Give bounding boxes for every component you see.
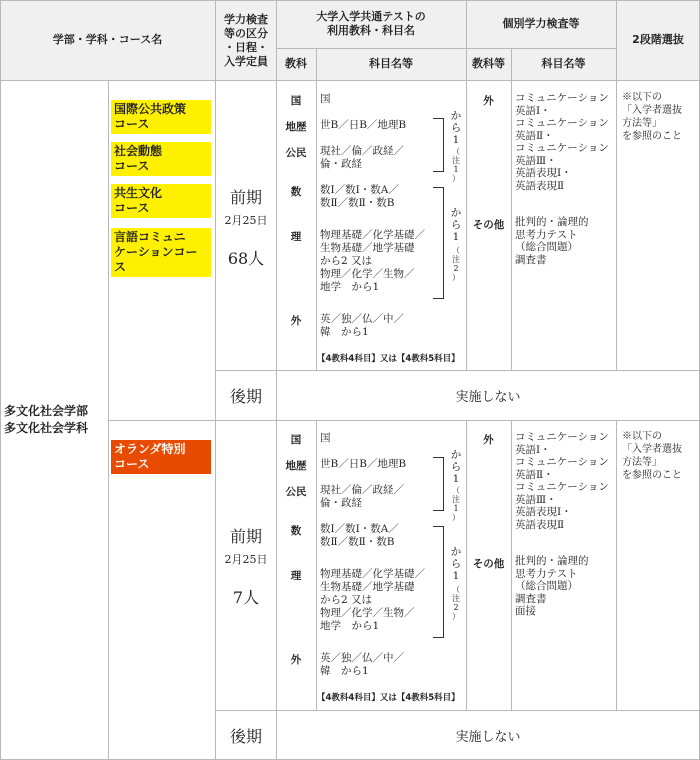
bracket-note: 注: [452, 594, 460, 603]
course-name-line: ケーションコース: [114, 245, 198, 274]
not-conducted: 実施しない: [455, 730, 521, 745]
header-common-test: 利用教科・科目名: [327, 24, 415, 37]
header-faculty: 学部・学科・コース名: [52, 33, 163, 46]
exam-term-zenki: 前期: [229, 527, 262, 546]
two-stage-note: 「入学者選抜: [622, 444, 682, 455]
grid-line: [215, 0, 216, 760]
common-subject-label: 数: [290, 186, 302, 198]
grid-line: [0, 0, 700, 1]
common-subject-text: 数Ⅱ／数Ⅱ・数B: [320, 536, 395, 548]
bracket-label: か: [450, 110, 462, 122]
course-name: [111, 440, 211, 474]
course-name-line: 国際公共政策: [114, 102, 187, 116]
common-subject-text: 数Ⅱ／数Ⅱ・数B: [320, 197, 395, 209]
course-name-line: コース: [114, 117, 150, 131]
course-name-line: 言語コミュニ: [114, 230, 186, 244]
individual-foreign-text: コミュニケーション: [515, 481, 609, 493]
common-subject-label: 数: [290, 525, 302, 537]
common-subject-text: 地学 から1: [320, 620, 380, 632]
common-total: 【4教科4科目】又は【4教科5科目】: [317, 354, 460, 364]
exam-term-zenki: 前期: [229, 188, 262, 207]
common-subject-label: 公民: [285, 147, 307, 159]
common-subject-label: 地歴: [285, 460, 307, 472]
individual-foreign-text: コミュニケーション: [515, 92, 609, 104]
exam-term-koki: 後期: [229, 387, 262, 406]
two-stage-note: を参照のこと: [622, 131, 682, 142]
course-name: [111, 142, 211, 176]
individual-foreign-text: 英語Ⅰ・: [515, 104, 551, 117]
individual-foreign-label: 外: [483, 434, 494, 446]
individual-foreign-text: 英語Ⅱ・: [515, 468, 554, 481]
individual-foreign-text: 英語表現Ⅱ: [515, 518, 565, 531]
bracket-note: 2: [453, 603, 459, 612]
course-name-line: 社会動態: [114, 144, 163, 158]
individual-foreign-text: 英語表現Ⅰ・: [515, 167, 572, 179]
common-subject-text: 国: [320, 93, 331, 105]
bracket-note: 1: [453, 165, 459, 174]
bracket-note: 注: [452, 255, 460, 264]
individual-other-label: その他: [472, 219, 505, 231]
grid-line: [276, 48, 616, 49]
header-subject: 教科: [285, 57, 307, 70]
grid-line: [0, 0, 1, 760]
common-subject-label: 国: [290, 434, 302, 446]
grid-line: [0, 80, 700, 81]
individual-foreign-text: コミュニケーション: [515, 431, 609, 443]
individual-foreign-text: 英語表現Ⅰ・: [515, 506, 572, 518]
two-stage-note: を参照のこと: [622, 470, 682, 481]
individual-other-text: 思考力テスト: [515, 228, 578, 241]
bracket-label: 1: [452, 231, 460, 243]
header-subject-names-2: 科目名等: [541, 57, 586, 70]
bracket-note: ）: [452, 612, 460, 621]
bracket: [433, 457, 444, 511]
grid-line: [616, 420, 617, 710]
individual-other-text: 批判的・論理的: [515, 555, 589, 567]
grid-line: [616, 0, 617, 370]
grid-line: [511, 420, 512, 710]
common-subject-text: 現社／倫／政経／: [320, 484, 404, 496]
course-name-line: コース: [114, 159, 150, 173]
exam-term-koki: 後期: [229, 727, 262, 746]
common-subject-text: 世B／日B／地理B: [320, 119, 407, 131]
individual-other-text: 調査書: [515, 592, 547, 605]
common-subject-text: 物理基礎／化学基礎／: [320, 568, 425, 580]
bracket-label: 1: [452, 570, 460, 582]
header-two-stage: 2段階選抜: [632, 33, 684, 46]
individual-other-text: 批判的・論理的: [515, 216, 589, 228]
exam-date: 2月25日: [224, 214, 268, 227]
bracket-label: 1: [452, 134, 460, 146]
individual-foreign-label: 外: [483, 95, 494, 107]
common-subject-text: から2 又は: [320, 594, 373, 606]
common-subject-label: 外: [290, 654, 302, 666]
header-exam-division: ・日程・: [224, 41, 268, 54]
header-exam-division: 等の区分: [224, 27, 268, 40]
individual-foreign-text: 英語Ⅲ・: [515, 493, 557, 506]
header-exam-division: 学力検査: [224, 13, 268, 26]
course-name-line: 共生文化: [114, 186, 163, 200]
common-subject-text: 倫・政経: [320, 497, 362, 509]
individual-foreign-text: コミュニケーション: [515, 456, 609, 468]
bracket: [433, 187, 444, 299]
two-stage-note: ※以下の: [622, 431, 662, 442]
individual-foreign-text: 英語Ⅱ・: [515, 129, 554, 142]
common-subject-text: 数Ⅰ／数Ⅰ・数A／: [320, 184, 399, 196]
common-subject-text: 世B／日B／地理B: [320, 458, 407, 470]
bracket-label: 1: [452, 473, 460, 485]
individual-foreign-text: コミュニケーション: [515, 142, 609, 154]
individual-other-text: （総合問題）: [515, 580, 578, 592]
two-stage-note: 「入学者選抜: [622, 105, 682, 116]
bracket-note: （: [452, 246, 460, 255]
course-name-line: コース: [114, 201, 150, 215]
bracket-label: ら: [450, 461, 462, 473]
common-subject-text: 物理／化学／生物／: [320, 268, 415, 280]
common-subject-text: 国: [320, 432, 331, 444]
common-subject-text: 数Ⅰ／数Ⅰ・数A／: [320, 523, 399, 535]
bracket-note: ）: [452, 273, 460, 282]
header-subject-names: 科目名等: [369, 57, 413, 70]
common-total: 【4教科4科目】又は【4教科5科目】: [317, 693, 460, 703]
capacity: 68人: [227, 249, 265, 268]
grid-line: [215, 710, 700, 711]
common-subject-text: 物理基礎／化学基礎／: [320, 229, 425, 241]
header-common-test: 大学入学共通テストの: [316, 10, 426, 23]
individual-other-label: その他: [472, 558, 505, 570]
common-subject-text: 地学 から1: [320, 281, 380, 293]
header-subject-2: 教科等: [472, 57, 505, 70]
grid-line: [511, 48, 512, 370]
bracket-note: ）: [452, 174, 460, 183]
bracket-label: ら: [450, 219, 462, 231]
common-subject-label: 国: [290, 95, 302, 107]
header-exam-division: 入学定員: [224, 55, 268, 68]
individual-other-text: 思考力テスト: [515, 567, 578, 580]
bracket-note: （: [452, 585, 460, 594]
common-subject-label: 公民: [285, 486, 307, 498]
exam-date: 2月25日: [224, 553, 268, 566]
common-subject-label: 地歴: [285, 121, 307, 133]
common-subject-label: 理: [290, 570, 302, 582]
course-name: [111, 184, 211, 218]
common-subject-text: 倫・政経: [320, 158, 362, 170]
capacity: 7人: [232, 588, 260, 607]
common-subject-text: 韓 から1: [320, 665, 369, 677]
common-subject-label: 理: [290, 231, 302, 243]
common-subject-text: 英／独／仏／中／: [320, 652, 404, 664]
individual-other-text: （総合問題）: [515, 241, 578, 253]
header-individual: 個別学力検査等: [502, 17, 580, 30]
bracket-note: 1: [453, 504, 459, 513]
two-stage-note: 方法等」: [622, 457, 662, 468]
common-subject-text: 英／独／仏／中／: [320, 313, 404, 325]
course-name-line: コース: [114, 457, 150, 471]
common-subject-text: 生物基礎／地学基礎: [320, 581, 415, 593]
bracket-note: 注: [452, 495, 460, 504]
course-name: [111, 228, 211, 277]
bracket-label: か: [450, 449, 462, 461]
bracket-note: （: [452, 486, 460, 495]
common-subject-text: 現社／倫／政経／: [320, 145, 404, 157]
grid-line: [466, 0, 467, 370]
individual-foreign-text: 英語Ⅰ・: [515, 443, 551, 456]
individual-foreign-text: コミュニケーション: [515, 117, 609, 129]
grid-line: [316, 420, 317, 710]
individual-foreign-text: 英語表現Ⅱ: [515, 179, 565, 192]
individual-other-text: 面接: [515, 605, 536, 617]
course-name: [111, 100, 211, 134]
individual-foreign-text: 英語Ⅲ・: [515, 154, 557, 167]
bracket-note: 2: [453, 264, 459, 273]
bracket-label: か: [450, 207, 462, 219]
bracket: [433, 526, 444, 638]
bracket-label: か: [450, 546, 462, 558]
two-stage-note: ※以下の: [622, 92, 662, 103]
common-subject-text: 生物基礎／地学基礎: [320, 242, 415, 254]
grid-line: [108, 420, 700, 421]
grid-line: [316, 48, 317, 370]
bracket-note: ）: [452, 513, 460, 522]
bracket: [433, 118, 444, 172]
two-stage-note: 方法等」: [622, 118, 662, 129]
grid-line: [276, 0, 277, 760]
grid-line: [215, 370, 700, 371]
bracket-note: （: [452, 147, 460, 156]
course-name-line: オランダ特別: [114, 442, 186, 456]
common-subject-label: 外: [290, 315, 302, 327]
not-conducted: 実施しない: [455, 390, 521, 405]
common-subject-text: から2 又は: [320, 255, 373, 267]
bracket-note: 注: [452, 156, 460, 165]
faculty-name: 多文化社会学科: [4, 421, 89, 435]
bracket-label: ら: [450, 558, 462, 570]
common-subject-text: 韓 から1: [320, 326, 369, 338]
faculty-name: 多文化社会学部: [4, 404, 89, 418]
common-subject-text: 物理／化学／生物／: [320, 607, 415, 619]
individual-other-text: 調査書: [515, 253, 547, 266]
bracket-label: ら: [450, 122, 462, 134]
